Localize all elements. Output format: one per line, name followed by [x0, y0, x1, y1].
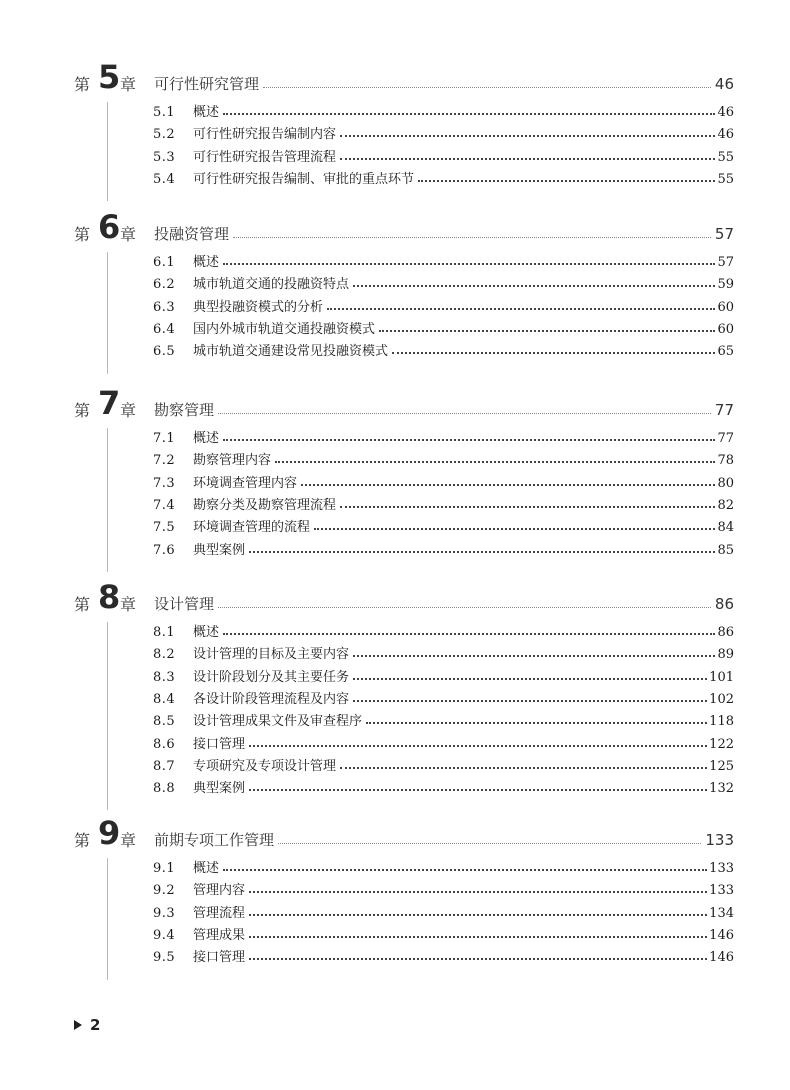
- toc-section-entry[interactable]: [153, 168, 734, 190]
- chapter-title-row: [154, 73, 734, 95]
- section-title: 环境调查管理的流程: [193, 520, 311, 536]
- section-page: 60: [717, 321, 734, 337]
- section-number: 8.5: [153, 714, 176, 730]
- toc-section-entry[interactable]: [153, 472, 734, 494]
- toc-section-entry[interactable]: [153, 666, 734, 688]
- section-page: 89: [717, 647, 734, 663]
- section-page: 46: [717, 105, 734, 120]
- chapter-heading[interactable]: [0, 58, 790, 102]
- section-number: 8.4: [153, 691, 176, 707]
- chapter-vertical-rule: [107, 858, 108, 980]
- section-page: 59: [717, 277, 734, 293]
- dot-leader: [223, 263, 715, 265]
- chapter-heading[interactable]: [0, 814, 790, 858]
- chapter-vertical-rule: [107, 622, 108, 810]
- section-title: 概述: [193, 625, 220, 640]
- dot-leader: [249, 745, 707, 747]
- toc-section-entry[interactable]: [153, 427, 734, 449]
- page-footer: [74, 1016, 100, 1034]
- chapter-suffix: 章: [120, 225, 137, 244]
- chapter-page: 86: [714, 595, 734, 613]
- toc-section-entry[interactable]: [153, 340, 734, 362]
- toc-section-entry[interactable]: [153, 494, 734, 516]
- section-number: 6.3: [153, 299, 176, 315]
- toc-section-entry[interactable]: [153, 146, 734, 168]
- section-page: 82: [717, 497, 734, 513]
- section-page: 57: [717, 255, 734, 270]
- section-title: 设计阶段划分及其主要任务: [193, 669, 350, 685]
- section-page: 146: [709, 950, 734, 966]
- toc-section-entry[interactable]: [153, 621, 734, 643]
- dot-leader: [340, 767, 707, 769]
- toc-section-entry[interactable]: [153, 755, 734, 777]
- dot-leader: [278, 843, 701, 844]
- toc-section-entry[interactable]: [153, 777, 734, 799]
- section-title: 管理流程: [193, 905, 246, 921]
- chapter-number: 6: [98, 208, 121, 246]
- section-number: 7.4: [153, 497, 176, 513]
- section-number: 7.1: [153, 431, 176, 446]
- dot-leader: [353, 678, 707, 680]
- chapter-number: 5: [98, 58, 121, 96]
- chapter-title-row: [154, 829, 734, 851]
- toc-section-entry[interactable]: [153, 710, 734, 732]
- chapter-suffix: 章: [120, 595, 137, 614]
- section-number: 6.1: [153, 255, 176, 270]
- dot-leader: [379, 330, 715, 332]
- chapter-heading[interactable]: [0, 208, 790, 252]
- dot-leader: [275, 461, 715, 463]
- section-number: 8.7: [153, 758, 176, 774]
- chapter-title: 勘察管理: [154, 401, 215, 419]
- chapter-number: 8: [98, 578, 121, 616]
- dot-leader: [263, 87, 711, 88]
- section-number: 5.2: [153, 127, 176, 143]
- section-title: 典型投融资模式的分析: [193, 299, 324, 315]
- section-title: 概述: [193, 255, 220, 270]
- chapter-prefix: 第: [74, 75, 91, 94]
- section-number: 6.2: [153, 277, 176, 293]
- chapter-page: 77: [714, 401, 734, 419]
- chapter-number: 7: [98, 384, 121, 422]
- section-number: 7.3: [153, 475, 176, 491]
- chapter-vertical-rule: [107, 428, 108, 572]
- section-page: 60: [717, 299, 734, 315]
- chapter-page: 57: [714, 225, 734, 243]
- section-number: 8.6: [153, 736, 176, 752]
- toc-section-entry[interactable]: [153, 273, 734, 295]
- section-title: 勘察管理内容: [193, 453, 272, 469]
- dot-leader: [223, 633, 715, 635]
- section-page: 133: [709, 883, 734, 899]
- section-title: 概述: [193, 861, 220, 876]
- section-title: 管理内容: [193, 883, 246, 899]
- section-title: 设计管理的目标及主要内容: [193, 647, 350, 663]
- section-title: 接口管理: [193, 950, 246, 966]
- dot-leader: [233, 237, 711, 238]
- chapter-number: 9: [98, 814, 121, 852]
- dot-leader: [249, 789, 707, 791]
- section-title: 典型案例: [193, 542, 246, 558]
- section-number: 6.4: [153, 321, 176, 337]
- chapter-title: 投融资管理: [154, 225, 230, 243]
- section-title: 设计管理成果文件及审查程序: [193, 714, 363, 730]
- section-page: 134: [709, 905, 734, 921]
- section-title: 城市轨道交通建设常见投融资模式: [193, 344, 389, 360]
- section-number: 7.5: [153, 520, 176, 536]
- chapter-title-row: [154, 223, 734, 245]
- section-title: 可行性研究报告管理流程: [193, 149, 337, 165]
- chapter-vertical-rule: [107, 252, 108, 374]
- toc-section-entry[interactable]: [153, 902, 734, 924]
- section-title: 可行性研究报告编制、审批的重点环节: [193, 171, 415, 187]
- chapter-title-row: [154, 399, 734, 421]
- dot-leader: [418, 180, 715, 182]
- section-number: 8.1: [153, 625, 176, 640]
- dot-leader: [223, 439, 715, 441]
- section-number: 7.6: [153, 542, 176, 558]
- section-title: 概述: [193, 105, 220, 120]
- dot-leader: [218, 607, 711, 608]
- dot-leader: [353, 700, 707, 702]
- toc-section-entry[interactable]: [153, 946, 734, 968]
- chapter-title: 设计管理: [154, 595, 215, 613]
- section-page: 118: [709, 714, 734, 730]
- toc-section-entry[interactable]: [153, 924, 734, 946]
- section-number: 8.8: [153, 781, 176, 797]
- section-page: 101: [709, 669, 734, 685]
- section-title: 接口管理: [193, 736, 246, 752]
- section-title: 管理成果: [193, 927, 246, 943]
- section-page: 102: [709, 691, 734, 707]
- section-title: 概述: [193, 431, 220, 446]
- dot-leader: [223, 113, 715, 115]
- chapter-page: 46: [714, 75, 734, 93]
- chapter-heading[interactable]: [0, 384, 790, 428]
- section-title: 典型案例: [193, 781, 246, 797]
- toc-section-entry[interactable]: [153, 449, 734, 471]
- dot-leader: [249, 936, 707, 938]
- section-number: 9.2: [153, 883, 176, 899]
- dot-leader: [340, 158, 715, 160]
- section-title: 专项研究及专项设计管理: [193, 758, 337, 774]
- toc-section-entry[interactable]: [153, 251, 734, 273]
- section-page: 80: [717, 475, 734, 491]
- section-number: 9.5: [153, 950, 176, 966]
- section-number: 5.4: [153, 171, 176, 187]
- toc-section-entry[interactable]: [153, 296, 734, 318]
- chapter-suffix: 章: [120, 401, 137, 420]
- section-page: 55: [717, 149, 734, 165]
- section-number: 9.3: [153, 905, 176, 921]
- section-page: 78: [717, 453, 734, 469]
- section-title: 城市轨道交通的投融资特点: [193, 277, 350, 293]
- chapter-vertical-rule: [107, 102, 108, 201]
- chapter-suffix: 章: [120, 75, 137, 94]
- section-page: 84: [717, 520, 734, 536]
- section-page: 132: [709, 781, 734, 797]
- section-number: 9.4: [153, 927, 176, 943]
- chapter-prefix: 第: [74, 401, 91, 420]
- triangle-right-icon: [74, 1020, 82, 1030]
- chapter-title: 前期专项工作管理: [154, 831, 275, 849]
- page-number: 2: [90, 1016, 101, 1034]
- section-title: 勘察分类及勘察管理流程: [193, 497, 337, 513]
- section-page: 65: [717, 344, 734, 360]
- section-number: 8.3: [153, 669, 176, 685]
- section-page: 133: [709, 861, 734, 876]
- toc-section-entry[interactable]: [153, 879, 734, 901]
- chapter-prefix: 第: [74, 595, 91, 614]
- section-page: 125: [709, 758, 734, 774]
- section-page: 55: [717, 171, 734, 187]
- toc-section-entry[interactable]: [153, 539, 734, 561]
- section-title: 可行性研究报告编制内容: [193, 127, 337, 143]
- dot-leader: [314, 528, 715, 530]
- dot-leader: [249, 914, 707, 916]
- section-page: 46: [717, 127, 734, 143]
- section-number: 6.5: [153, 344, 176, 360]
- toc-section-entry[interactable]: [153, 643, 734, 665]
- toc-section-entry[interactable]: [153, 688, 734, 710]
- section-title: 环境调查管理内容: [193, 475, 298, 491]
- section-number: 7.2: [153, 453, 176, 469]
- toc-section-entry[interactable]: [153, 101, 734, 123]
- dot-leader: [392, 352, 715, 354]
- dot-leader: [366, 722, 707, 724]
- section-number: 9.1: [153, 861, 176, 876]
- chapter-heading[interactable]: [0, 578, 790, 622]
- dot-leader: [353, 285, 715, 287]
- section-page: 122: [709, 736, 734, 752]
- chapter-title: 可行性研究管理: [154, 75, 260, 93]
- toc-section-entry[interactable]: [153, 516, 734, 538]
- toc-section-entry[interactable]: [153, 857, 734, 879]
- chapter-prefix: 第: [74, 831, 91, 850]
- toc-section-entry[interactable]: [153, 733, 734, 755]
- chapter-prefix: 第: [74, 225, 91, 244]
- dot-leader: [223, 869, 707, 871]
- dot-leader: [249, 958, 707, 960]
- section-number: 5.3: [153, 149, 176, 165]
- dot-leader: [340, 135, 715, 137]
- dot-leader: [218, 413, 711, 414]
- dot-leader: [327, 308, 715, 310]
- section-page: 86: [717, 625, 734, 640]
- section-title: 国内外城市轨道交通投融资模式: [193, 321, 376, 337]
- chapter-page: 133: [705, 831, 734, 849]
- dot-leader: [249, 551, 715, 553]
- section-number: 5.1: [153, 105, 176, 120]
- dot-leader: [249, 891, 707, 893]
- toc-section-entry[interactable]: [153, 318, 734, 340]
- dot-leader: [353, 655, 715, 657]
- section-page: 146: [709, 927, 734, 943]
- section-page: 85: [717, 542, 734, 558]
- dot-leader: [301, 484, 715, 486]
- section-page: 77: [717, 431, 734, 446]
- dot-leader: [340, 506, 715, 508]
- chapter-title-row: [154, 593, 734, 615]
- section-title: 各设计阶段管理流程及内容: [193, 691, 350, 707]
- toc-section-entry[interactable]: [153, 123, 734, 145]
- chapter-suffix: 章: [120, 831, 137, 850]
- section-number: 8.2: [153, 647, 176, 663]
